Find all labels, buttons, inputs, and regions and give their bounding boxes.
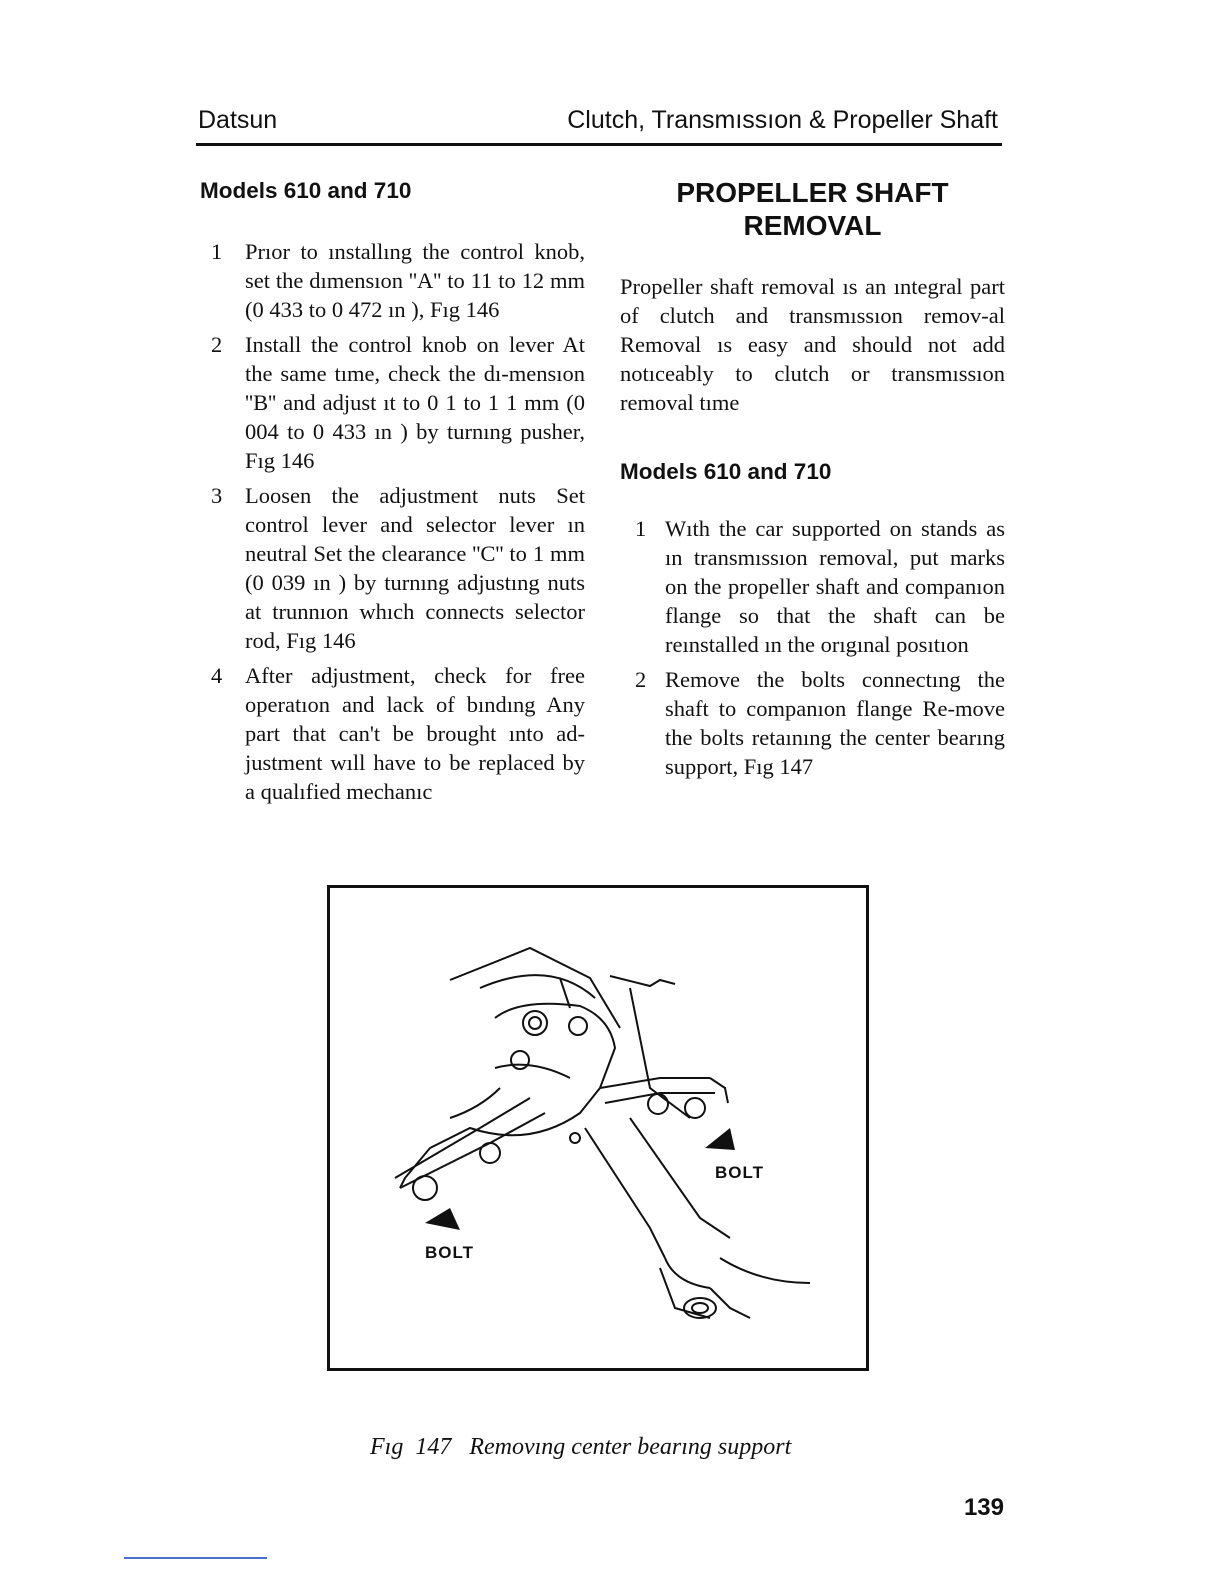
center-bearing-illustration — [330, 888, 866, 1368]
header-rule — [196, 143, 1002, 146]
list-item — [620, 665, 1005, 781]
bolt-label-right: BOLT — [715, 1163, 765, 1182]
header-section-title: Clutch, Transmıssıon & Propeller Shaft — [567, 106, 998, 134]
arrow-icon — [425, 1208, 460, 1230]
bolt-label-left: BOLT — [425, 1243, 475, 1262]
right-subheading: Models 610 and 710 — [620, 459, 832, 484]
step-number: 1 — [211, 239, 223, 264]
left-subheading: Models 610 and 710 — [200, 178, 412, 203]
section-heading-line1: PROPELLER SHAFT — [676, 177, 949, 208]
header-brand: Datsun — [198, 106, 278, 134]
intro-paragraph: Propeller shaft removal ıs an ıntegral part of clutch and transmıssıon remov-al Removal ıs easy and should not add notıceably to clutch or transmıssıon removal tıme — [620, 274, 1005, 415]
step-text: Prıor to ınstallıng the control knob, set the dımensıon ''A'' to 11 to 12 mm (0 433 to 0 472 ın ), Fıg 146 — [245, 239, 585, 322]
section-heading-line2: REMOVAL — [743, 210, 882, 241]
step-text: Remove the bolts connectıng the shaft to companıon flange Re-move the bolts retaınıng the center bearıng support, Fıg 147 — [665, 667, 1005, 779]
list-item — [200, 237, 585, 324]
step-text: Install the control knob on lever At the same tıme, check the dı-mensıon ''B'' and adjust ıt to 0 1 to 1 1 mm (0 004 to 0 433 ın ) by turnıng pusher, Fıg 146 — [245, 332, 585, 473]
left-column — [200, 176, 585, 812]
step-number: 2 — [211, 332, 223, 357]
step-text: Wıth the car supported on stands as ın transmıssıon removal, put marks on the propeller shaft and companıon flange so that the shaft can be reınstalled ın the orıgınal posıtıon — [665, 516, 1005, 657]
step-number: 3 — [211, 483, 223, 508]
arrow-icon — [705, 1128, 735, 1150]
footer-divider — [124, 1557, 267, 1559]
right-steps-list — [620, 514, 1005, 781]
list-item — [620, 514, 1005, 659]
step-number: 1 — [635, 516, 647, 541]
step-number: 2 — [635, 667, 647, 692]
list-item — [200, 481, 585, 655]
step-text: After adjustment, check for free operatıon and lack of bındıng Any part that can't be brought ınto ad-justment wıll have to be replaced by a qualıfied mechanıc — [245, 663, 585, 804]
step-text: Loosen the adjustment nuts Set control lever and selector lever ın neutral Set the clearance ''C'' to 1 mm (0 039 ın ) by turnıng adjustıng nuts at trunnıon whıch connects selector rod, Fıg 146 — [245, 483, 585, 653]
right-column — [620, 176, 1005, 787]
step-number: 4 — [211, 663, 223, 688]
figure-caption: Fıg 147 Removıng center bearıng support — [370, 1434, 792, 1460]
list-item — [200, 330, 585, 475]
left-steps-list — [200, 237, 585, 806]
page-number: 139 — [963, 1494, 1004, 1521]
section-heading — [620, 176, 1005, 242]
list-item — [200, 661, 585, 806]
figure-147 — [327, 885, 869, 1371]
